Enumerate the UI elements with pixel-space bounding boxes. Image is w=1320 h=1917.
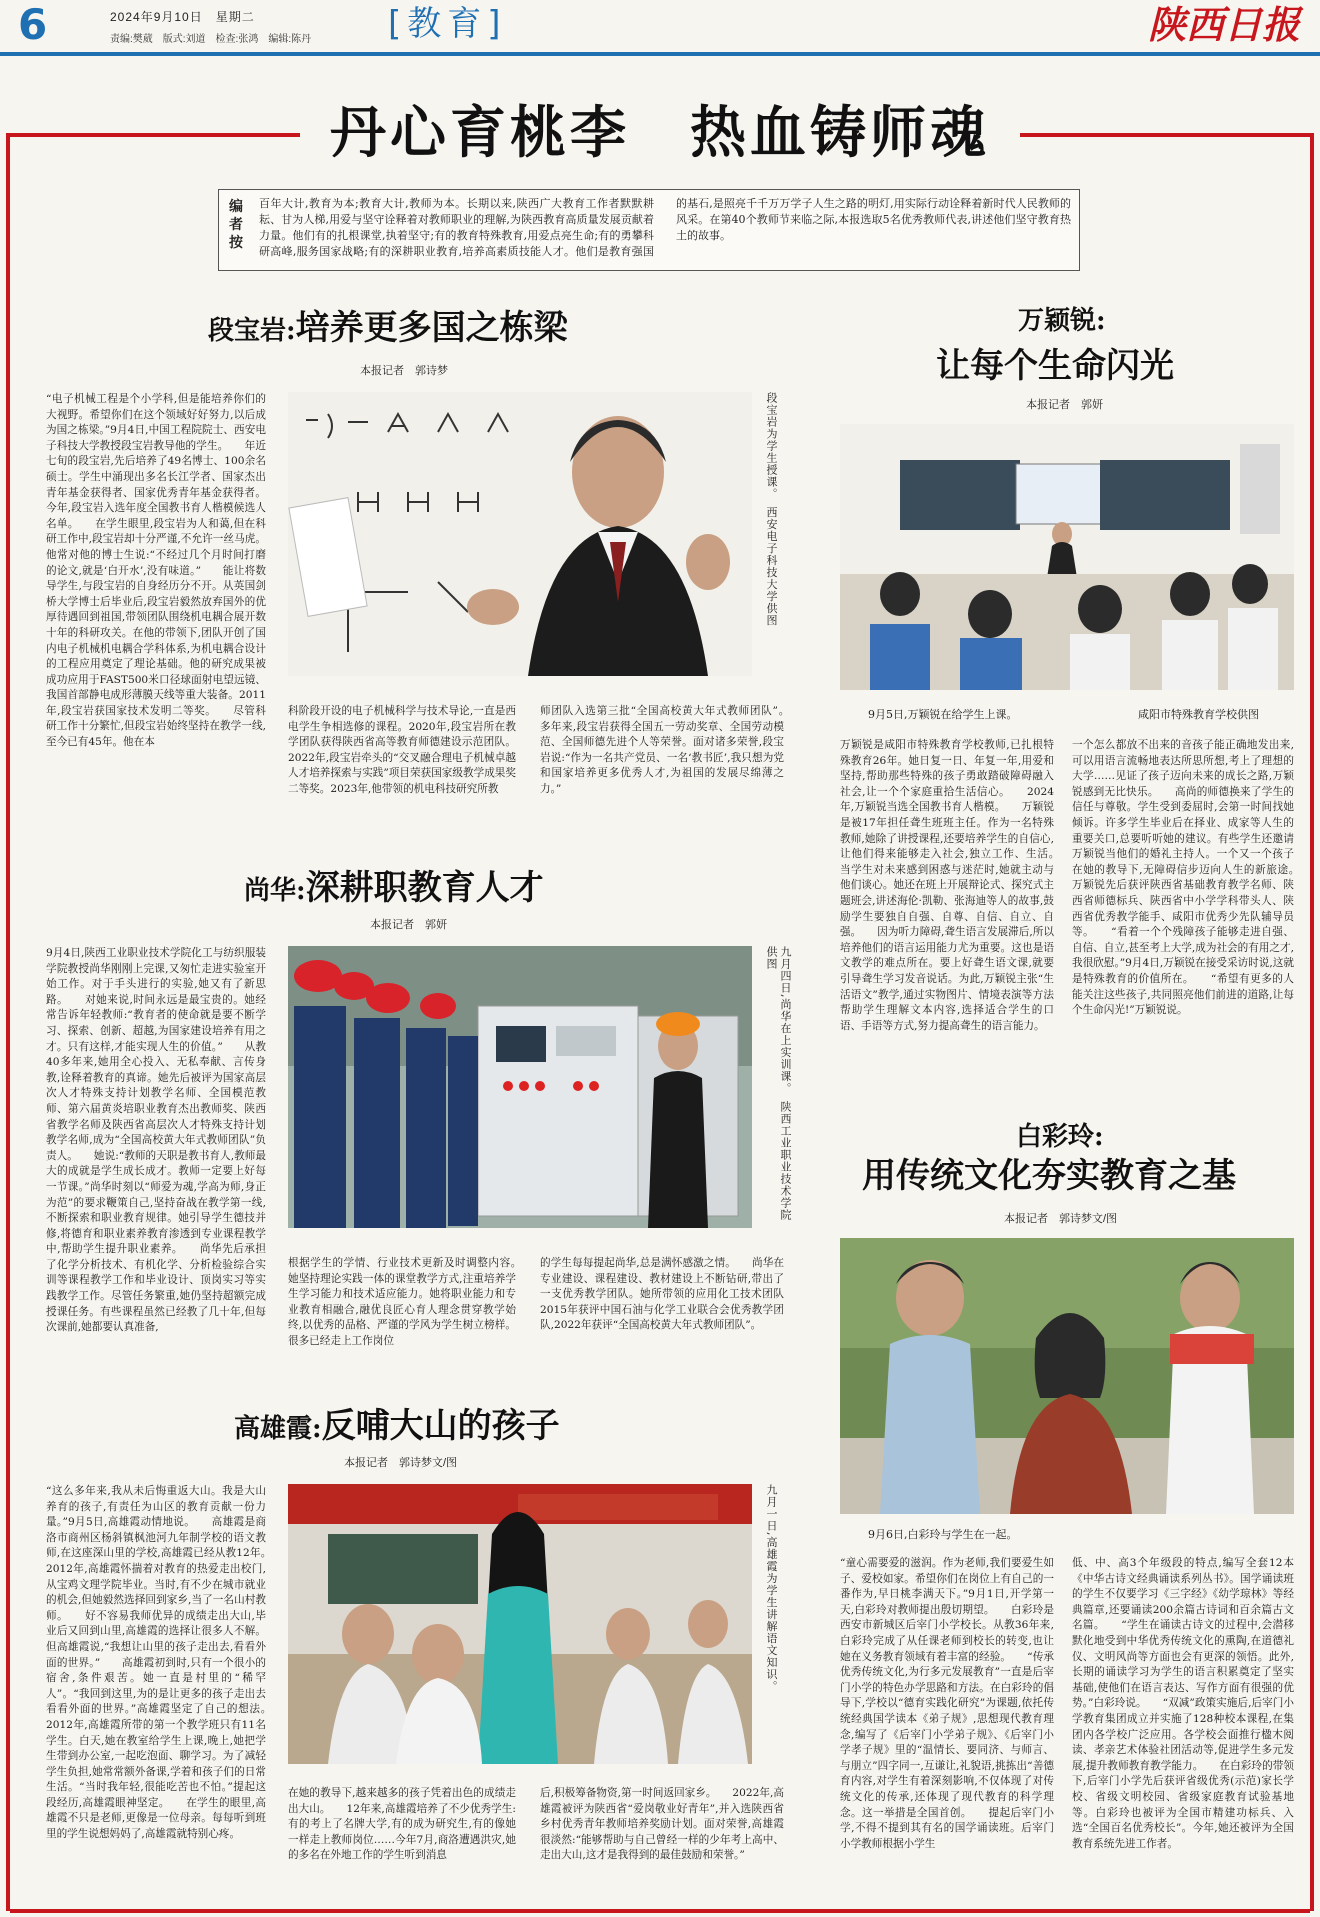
article-wan-person: 万颖锐: <box>1018 306 1106 336</box>
article-bai-person: 白彩玲: <box>1016 1122 1104 1152</box>
article-gao-col1: “这么多年来,我从未后悔重返大山。我是大山养育的孩子,有责任为山区的教育贡献一份力量。”9月5日,高雄霞动情地说。 高雄霞是商洛市商州区杨斜镇枫池河九年制学校的语文教师,在这座深山里的学校,高雄霞已经从教12年。 2012年,高雄霞怀揣着对教育的热爱走出校门,从宝鸡文理学院毕业。当时,有不少在城市就业的机会,但她毅然选择回到家乡,当了一名山村教师。 好不容易我师优异的成绩走出大山,毕业后又回到山里,高雄霞的选择让很多人不解。但高雄霞说,“我想让山里的孩子走出去,看看外面的世界。” 高雄霞初到时,只有一个很小的宿舍,条件艰苦。她一直是村里的“稀罕人”。“我回到这里,为的是让更多的孩子走出去看看外面的世界。”高雄霞坚定了自己的想法。 2012年,高雄霞所带的第一个教学班只有11名学生。白天,她在教室给学生上课,晚上,她把学生带到办公室,一起吃泡面、聊学习。为了减轻学生负担,她常常额外备课,学着和孩子们的日常生活。“当时我年轻,很能吃苦也不怕。”提起这段经历,高雄霞眼神坚定。 在学生的眼里,高雄霞不只是老师,更像是一位母亲。每每听到班里的学生说想妈妈了,高雄霞就特别心疼。 <box>46 1485 288 1841</box>
editor-note-label: 编者按 <box>229 199 243 251</box>
article-gao-col2: 在她的教导下,越来越多的孩子凭着出色的成绩走出大山。 12年来,高雄霞培养了不少优秀学生:有的考上了名牌大学,有的成为研究生,有的像她一样走上教师岗位……今年7月,商洛遭遇洪灾,她的多名在外地工作的学生听到消息 <box>288 1787 516 1862</box>
article-shang-person: 尚华: <box>244 876 306 906</box>
article-gao-person: 高雄霞: <box>234 1414 322 1444</box>
article-wan-byline: 本报记者 郭妍 <box>1026 399 1103 411</box>
header-rule <box>0 52 1320 56</box>
article-gao-headline: 反哺大山的孩子 <box>321 1406 560 1446</box>
page-number: 6 <box>18 0 48 49</box>
photo-wan-classroom <box>840 424 1294 690</box>
photo-gao-caption: 九月一日,高雄霞为学生讲解语文知识。 <box>765 1484 778 1693</box>
article-shang-col2: 根据学生的学情、行业技术更新及时调整内容。 她坚持理论实践一体的课堂教学方式,注重培养学生学习能力和技术适应能力。她将职业能力和专业教育相融合,融优良匠心育人理念贯穿教学始终,以优秀的品格、严谨的学风为学生树立榜样。很多已经走上工作岗位 <box>288 1257 538 1347</box>
article-gao-byline: 本报记者 郭诗梦文/图 <box>344 1457 458 1469</box>
main-headline <box>0 98 1320 170</box>
issue-date: 2024年9月10日 星期二 <box>110 10 255 24</box>
editor-note-text: 百年大计,教育为本;教育大计,教师为本。长期以来,陕西广大教育工作者默默耕耘、甘为人梯,用爱与坚守诠释着对教师职业的理解,为陕西教育高质量发展贡献着力量。他们有的扎根课堂,执着坚守;有的教育特殊教育,用爱点亮生命;有的勇攀科研高峰,服务国家战略;有的深耕职业教育,培养高素质技能人才。他们是教育强国的基石,是照亮千千万万学子人生之路的明灯,用实际行动诠释着新时代人民教师的风采。在第40个教师节来临之际,本报选取5名优秀教师代表,讲述他们坚守教育热土的故事。 <box>259 197 1071 258</box>
article-bai-col1: “童心需要爱的滋润。作为老师,我们要爱生如子、爱校如家。希望你们在岗位上有自己的一番作为,早日桃李满天下。”9月1日,开学第一天,白彩玲对教师提出殷切期望。 白彩玲是西安市新城区后宰门小学校长。从教36年来,白彩玲完成了从任课老师到校长的转变,也让她在义务教育领域有着丰富的经验。 “传承优秀传统文化,为行多元发展教育”一直是后宰门小学的特色办学思路和方法。在白彩玲的倡导下,学校以“德育实践化研究”为课题,依托传统经典国学读本《弟子规》,思想现代教育理念,编写了《后宰门小学弟子规》、《后宰门小学孝子规》里的“温情长、要同济、与师言、与朋立”四字同一,互谦让,礼貌语,挑拣出“善德育内容,对学生有着深刻影响,不仅体现了对传统文化的传承,还体现了现代教育的科学理念。这一举措是全国首创。 提起后宰门小学,不得不提到其有名的国学诵读班。后宰门小学教师根据小学生 <box>840 1557 1054 1850</box>
article-shang-col1: 9月4日,陕西工业职业技术学院化工与纺织服装学院教授尚华刚刚上完课,又匆忙走进实验室开始工作。对于手头进行的实验,她又有了新思路。 对她来说,时间永远是最宝贵的。她经常告诉年轻教师:“教育者的使命就是要不断学习、探索、创新、超越,为国家建设培养有用之才。只有这样,才能实现人生的价值。” 从教40多年来,她用全心投入、无私奉献、言传身教,诠释着教育的真谛。她先后被评为国家高层次人才特殊支持计划教学名师、全国模范教师、第六届黄炎培职业教育杰出教师奖、陕西省教学名师及陕西省高层次人才特殊支持计划教学名师,成为“全国高校黄大年式教师团队”负责人。 她说:“教师的天职是教书育人,教师最大的成就是学生成长成才。教师一定要上好每一节课。”尚华时刻以“师爱为魂,学高为师,身正为范”的要求鞭策自己,坚持奋战在教学第一线,不断探索和职业教育规律。她引导学生德技并修,将德育和职业素养教育渗透到专业课程教学中,帮助学生提升职业素养。 尚华先后承担了化学分析技术、有机化学、分析检验综合实训等课程教学工作和毕业设计、顶岗实习等实践教学工作。尽管任务繁重,她仍坚持超额完成授课任务。有些课程虽然已经教了几十年,但每次课前,她都要认真准备, <box>46 947 266 1334</box>
editor-credits: 责编:樊葳 版式:刘道 检查:张鸿 编辑:陈丹 <box>110 34 312 45</box>
article-duan-byline: 本报记者 郭诗梦 <box>360 365 448 377</box>
photo-shang-training <box>288 946 752 1228</box>
article-bai-headline: 用传统文化夯实教育之基 <box>862 1156 1236 1196</box>
article-gao-title <box>234 1398 560 1447</box>
article-duan-person: 段宝岩: <box>208 316 296 346</box>
photo-bai-students <box>840 1238 1294 1514</box>
masthead <box>0 0 1320 52</box>
article-shang-byline: 本报记者 郭妍 <box>370 919 447 931</box>
photo-shang-caption: 九月四日,尚华在上实训课。 陕西工业职业技术学院供图 <box>765 946 792 1221</box>
article-gao-col3: 后,积极筹备物资,第一时间返回家乡。 2022年,高雄霞被评为陕西省“爱岗敬业好青年”,并入选陕西省乡村优秀青年教师培养奖励计划。面对荣誉,高雄霞很淡然:“能够帮助与自己曾经一样的少年考上高中、走出大山,这才是我得到的最佳鼓励和荣誉。” <box>540 1787 784 1862</box>
article-shang-headline: 深耕职教育人才 <box>305 868 544 908</box>
article-wan-col1: 万颖锐是咸阳市特殊教育学校教师,已扎根特殊教育26年。她日复一日、年复一年,用爱和坚持,帮助那些特殊的孩子勇敢踏破障碍融入社会,让一个个家庭重拾生活信心。 2024年,万颖锐当选全国教书育人楷模。 万颖锐是被17年担任聋生班班主任。作为一名特殊教师,她除了讲授课程,还要培养学生的自信心,让他们得来能够走入社会,独立工作、生活。 当学生对未来感到困惑与迷茫时,她就主动与他们谈心。她还在班上开展辩论式、探究式主题班会,讲述海伦·凯勒、张海迪等人的故事,鼓励学生要独自自强、自尊、自信、自立、自强。 因为听力障碍,聋生语言发展滞后,所以培养他们的语言运用能力尤为重要。这也是语文教学的难点所在。要上好聋生语文课,就要引导聋生学习发音说话。为此,万颖锐主张“生活语文”教学,通过实物图片、情境表演等方法帮助学生理解文本内容,选择适合学生的口语、手语等方式,努力提高聋生的语言能力。 <box>840 739 1076 1032</box>
section-tag: [教育] <box>388 4 507 44</box>
article-wan-col2: 一个怎么都放不出来的音孩子能正确地发出来,可以用语言流畅地表达所思所想,考上了理想的大学……见证了孩子迈向未来的成长之路,万颖锐感到无比快乐。 高尚的师德换来了学生的信任与尊敬。学生受到委屈时,会第一时间找她倾诉。许多学生毕业后在择业、成家等人生的重要关口,总要听听她的建议。有些学生还邀请万颖锐当他们的婚礼主持人。一个又一个孩子在她的教导下,无障碍信步迈向人生的新旅途。 万颖锐先后获评陕西省基础教育教学名师、陕西省师德标兵、陕西省中小学学科带头人、陕西省优秀教学能手、咸阳市优秀少先队辅导员等。 “看着一个个残障孩子能够走进自强、自信、自立,甚至考上大学,成为社会的有用之才,我很欣慰。”9月4日,万颖锐在接受采访时说,这就是特殊教育的价值所在。 “希望有更多的人能关注这些孩子,共同照亮他们前进的道路,让每个生命闪光!”万颖锐说。 <box>1072 739 1316 1017</box>
article-duan-col1: “电子机械工程是个小学科,但是能培养你们的大视野。希望你们在这个领域好好努力,以后成为国之栋梁。”9月4日,中国工程院院士、西安电子科技大学教授段宝岩教导他的学生。 年近七旬的段宝岩,先后培养了49名博士、100余名硕士。学生中涌现出多名长江学者、国家杰出青年基金获得者、国家优秀青年基金获得者。今年,段宝岩入选年度全国教书育人楷模候选人名单。 在学生眼里,段宝岩为人和蔼,但在科研工作中,段宝岩却十分严谨,不允许一丝马虎。他常对他的博士生说:“不经过几个月时间打磨的论文,就是‘白开水’,没有味道。” 能让将数导学生,与段宝岩的自身经历分不开。从英国剑桥大学博士后毕业后,段宝岩毅然放弃国外的优厚待遇回到祖国,带领团队围绕机电耦合展开数十年的科研攻关。在他的带领下,团队开创了国内电子机械机电耦合学科体系,为机电耦合设计的工程应用奠定了理论基础。他的研究成果被成功应用于FAST500米口径球面射电望远镜、我国首部静电成形薄膜天线等重大装备。2011年,段宝岩获国家技术发明二等奖。 尽管科研工作十分繁忙,但段宝岩始终坚持在教学一线,至今已有45年。他在本 <box>46 393 266 749</box>
photo-gao-classroom <box>288 1484 752 1764</box>
photo-bai-caption: 9月6日,白彩玲与学生在一起。 <box>868 1528 1018 1541</box>
main-headline-text: 丹心育桃李 热血铸师魂 <box>300 98 1020 170</box>
editor-note-box <box>218 189 1080 271</box>
photo-wan-caption-left: 9月5日,万颖锐在给学生上课。 <box>868 708 1018 721</box>
photo-wan-caption-right: 咸阳市特殊教育学校供图 <box>1138 708 1259 721</box>
article-bai-col2: 低、中、高3个年级段的特点,编写全套12本《中华古诗文经典诵读系列丛书》。国学诵读班的学生不仅要学习《三字经》《幼学琼林》等经典篇章,还要诵读200余篇古诗词和百余篇古文名篇。 “学生在诵读古诗文的过程中,会潜移默化地受到中华优秀传统文化的熏陶,在道德礼仪、文明风尚等方面也会有更深的领悟。此外,长期的诵读学习为学生的语言积累奠定了坚实基础,使他们在语言表达、写作方面有很强的优势。”白彩玲说。 “双减”政策实施后,后宰门小学教育集团成立并实施了128种校本课程,在集团内各学校广泛应用。各学校会面推行楹木阅读、孝亲艺术体验社团活动等,促进学生多元发展,提升教师教育教学能力。 在白彩玲的带领下,后宰门小学先后获评省级优秀(示范)家长学校、省级文明校园、省级家庭教育试验基地等。白彩玲也被评为全国市精建功标兵、入选“全国百名优秀校长”。今年,她还被评为全国教育系统先进工作者。 <box>1072 1557 1294 1850</box>
article-shang-title <box>244 860 544 909</box>
article-duan-title <box>208 300 568 349</box>
article-duan-headline: 培养更多国之栋梁 <box>295 308 568 348</box>
article-duan-col2: 科阶段开设的电子机械科学与技术导论,一直是西电学生争相选修的课程。2020年,段宝岩所在教学团队获得陕西省高等教育师德建设示范团队。2022年,段宝岩牵头的“交叉融合理电子机械卓越人才培养探索与实践”项目荣获国家级教学成果奖二等奖。2023年,他带领的机电科技研究所教 <box>288 705 516 795</box>
article-wan-headline: 让每个生命闪光 <box>936 346 1174 386</box>
article-shang-col3: 的学生每每提起尚华,总是满怀感激之情。 尚华在专业建设、课程建设、教材建设上不断钻研,带出了一支优秀教学团队。她所带领的应用化工技术团队2015年获评中国石油与化学工业联合会优秀教学团队,2022年获评“全国高校黄大年式教师团队”。 <box>540 1257 784 1332</box>
newspaper-logo: 陕西日报 <box>1147 2 1300 47</box>
photo-duan-caption: 段宝岩为学生授课。 西安电子科技大学供图 <box>765 392 778 627</box>
photo-duan-lecture <box>288 392 752 676</box>
article-duan-col3: 师团队入选第三批“全国高校黄大年式教师团队”。 多年来,段宝岩获得全国五一劳动奖章、全国劳动模范、全国师德先进个人等荣誉。面对诸多荣誉,段宝岩说:“作为一名共产党员、一名‘教书匠’,我只想为党和国家培养更多优秀人才,为祖国的发展尽绵薄之力。” <box>540 705 806 795</box>
article-bai-byline: 本报记者 郭诗梦文/图 <box>1004 1213 1118 1225</box>
